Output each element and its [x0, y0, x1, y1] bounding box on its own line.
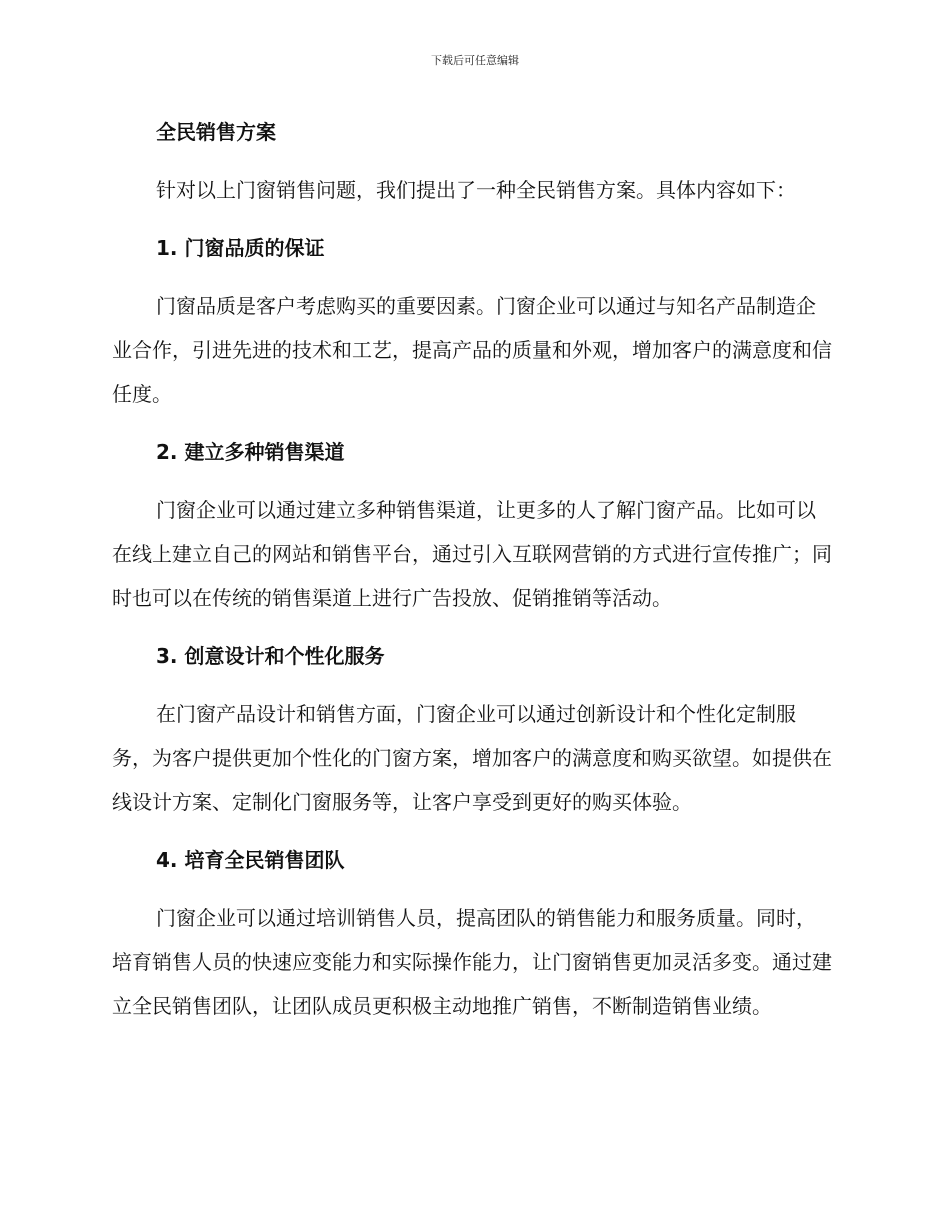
spacer [112, 270, 832, 284]
spacer [112, 416, 832, 430]
section-heading-1: 1. 门窗品质的保证 [156, 236, 325, 260]
spacer [112, 882, 832, 896]
section-heading-2: 2. 建立多种销售渠道 [156, 440, 345, 464]
spacer [112, 824, 832, 838]
spacer [112, 212, 832, 226]
spacer [112, 154, 832, 168]
section-heading-4: 4. 培育全民销售团队 [156, 848, 345, 872]
section-body-1: 门窗品质是客户考虑购买的重要因素。门窗企业可以通过与知名产品制造企业合作，引进先进的技术和工艺，提高产品的质量和外观，增加客户的满意度和信任度。 [112, 294, 832, 406]
spacer [112, 678, 832, 692]
section-body-2: 门窗企业可以通过建立多种销售渠道，让更多的人了解门窗产品。比如可以在线上建立自己的网站和销售平台，通过引入互联网营销的方式进行宣传推广；同时也可以在传统的销售渠道上进行广告投放、促销推销等活动。 [112, 498, 832, 610]
section-body-4: 门窗企业可以通过培训销售人员，提高团队的销售能力和服务质量。同时，培育销售人员的快速应变能力和实际操作能力，让门窗销售更加灵活多变。通过建立全民销售团队，让团队成员更积极主动地推广销售，不断制造销售业绩。 [112, 906, 832, 1018]
document-title: 全民销售方案 [156, 120, 276, 144]
spacer [112, 620, 832, 634]
section-body-3: 在门窗产品设计和销售方面，门窗企业可以通过创新设计和个性化定制服务，为客户提供更加个性化的门窗方案，增加客户的满意度和购买欲望。如提供在线设计方案、定制化门窗服务等，让客户享受到更好的购买体验。 [112, 702, 832, 814]
spacer [112, 474, 832, 488]
section-heading-3: 3. 创意设计和个性化服务 [156, 644, 385, 668]
header-note: 下载后可任意编辑 [431, 54, 519, 67]
document-body [112, 110, 832, 1028]
intro-paragraph: 针对以上门窗销售问题，我们提出了一种全民销售方案。具体内容如下： [156, 178, 796, 202]
